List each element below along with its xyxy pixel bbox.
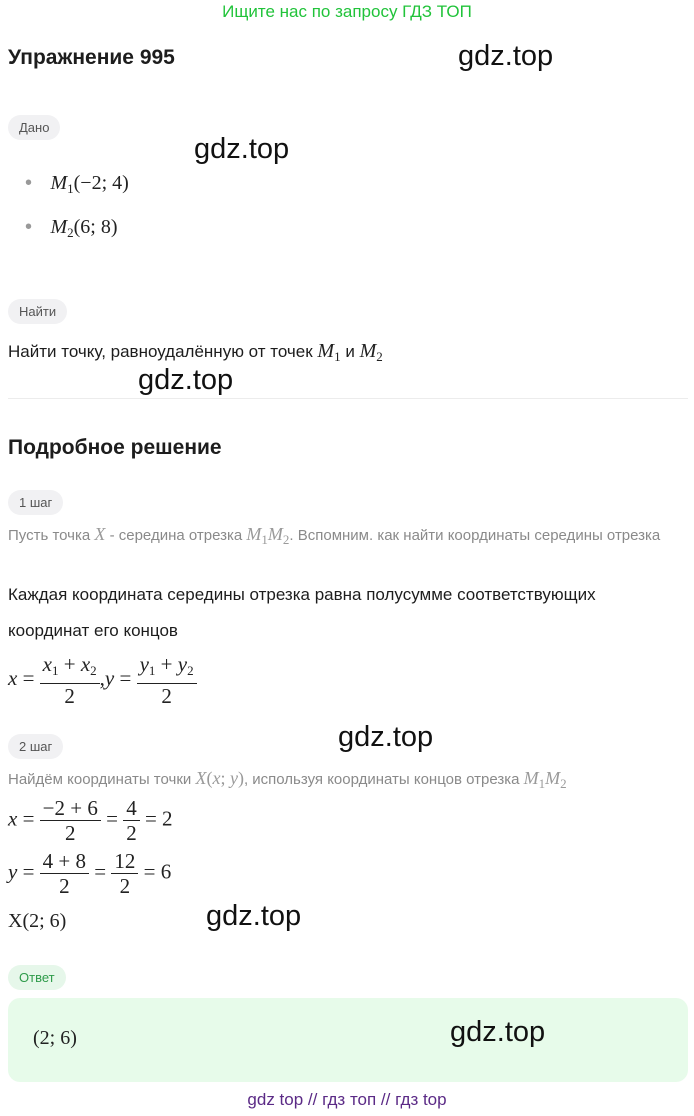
solution-title: Подробное решение [8,436,222,459]
bullet-icon: • [25,216,33,238]
find-sentence: Найти точку, равноудалённую от точек [8,342,313,361]
step1-badge: 1 шаг [8,490,63,515]
point-coords: (6; 8) [73,216,118,238]
step1-rule-line2: координат его концов [8,621,178,640]
point-name: M [50,172,68,194]
x-calculation: x = $\frac{-2 + 6}{2}$ = $\frac{4}{2}$ = 2 [8,796,173,845]
point-index: 1 [67,181,74,196]
top-banner: Ищите нас по запросу ГДЗ ТОП [222,2,472,21]
find-text: Найти точку, равноудалённую от точек $M_1$ и $M_2$ [8,340,383,364]
given-badge: Дано [8,115,60,140]
watermark: gdz.top [206,900,302,932]
point-index: 2 [67,225,74,240]
step2-intro: Найдём координаты точки X(x; y), используя координаты концов отрезка $M_1M_2$ [8,768,567,791]
watermark: gdz.top [194,133,290,165]
watermark: gdz.top [338,721,434,753]
answer-box [8,998,688,1082]
exercise-title: Упражнение 995 [8,46,175,69]
answer-badge: Ответ [8,965,66,990]
watermark: gdz.top [450,1016,546,1048]
section-divider [8,398,688,399]
step2-result: X(2; 6) [8,910,67,932]
given-point-2 [25,216,118,241]
find-badge: Найти [8,299,67,324]
watermark: gdz.top [138,364,234,396]
bullet-icon: • [25,172,33,194]
point-coords: (−2; 4) [73,172,129,194]
step1-intro: Пусть точка X - середина отрезка $M_1M_2$. Вспомним. как найти координаты середины отрезка [8,524,661,547]
step2-badge: 2 шаг [8,734,63,759]
footer-links[interactable]: gdz top // гдз топ // гдз top [247,1090,447,1109]
watermark: gdz.top [458,40,554,72]
step1-rule-line1: Каждая координата середины отрезка равна полусумме соответствующих [8,585,596,604]
point-name: M [50,216,68,238]
find-and: и [345,342,355,361]
y-calculation: y = $\frac{4 + 8}{2}$ = $\frac{12}{2}$ = 6 [8,849,172,898]
answer-value: (2; 6) [33,1027,77,1049]
given-point-1 [25,172,129,197]
midpoint-formula: x = $\frac{x_1 + x_2}{2}$ ,y = $\frac{y_1 + y_2}{2}$ [8,652,197,708]
